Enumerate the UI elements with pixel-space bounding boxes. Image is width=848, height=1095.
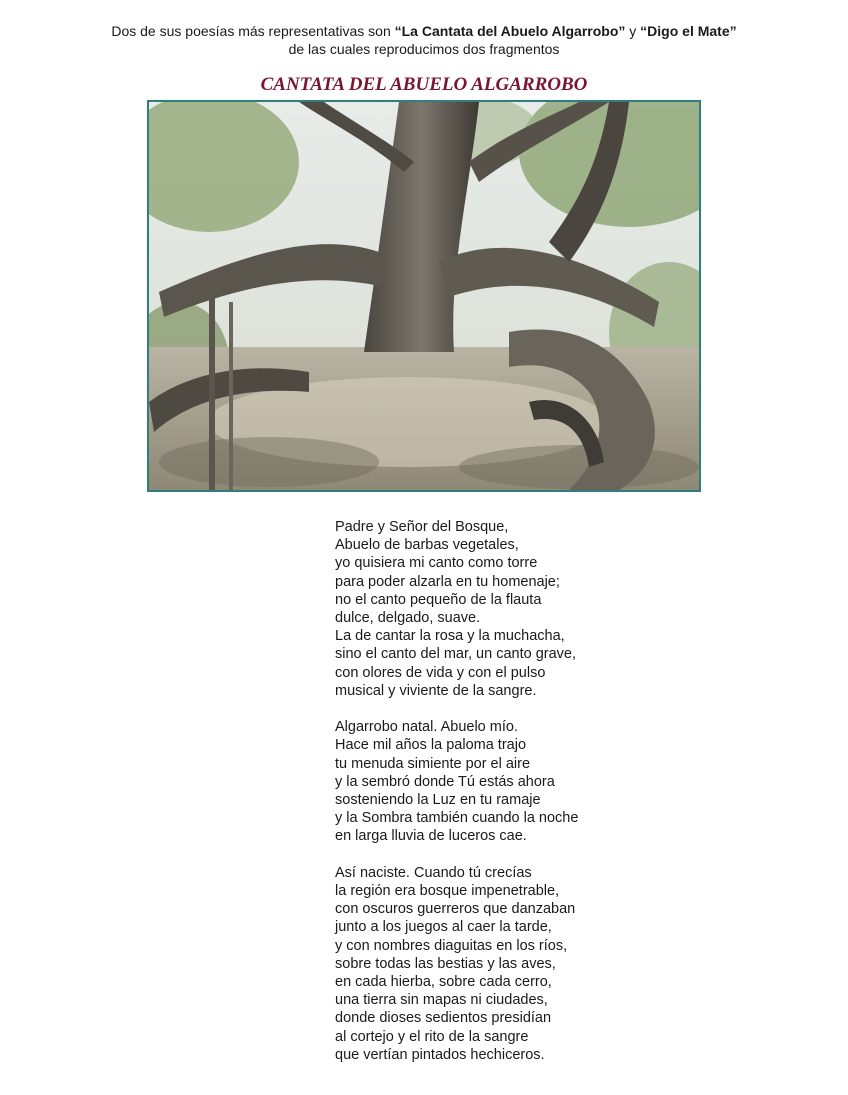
verse: una tierra sin mapas ni ciudades,: [335, 992, 548, 1009]
stanza-3: [335, 864, 755, 1064]
intro-text: [0, 22, 848, 58]
poem-body: [335, 518, 755, 1082]
verse: tu menuda simiente por el aire: [335, 755, 531, 772]
verse: con oscuros guerreros que danzaban: [335, 901, 576, 918]
verse: sosteniendo la Luz en tu ramaje: [335, 792, 541, 809]
verse: en larga lluvia de luceros cae.: [335, 828, 527, 845]
verse: Abuelo de barbas vegetales,: [335, 537, 519, 554]
intro-line-1: [0, 22, 848, 40]
verse: Algarrobo natal. Abuelo mío.: [335, 719, 518, 736]
verse: yo quisiera mi canto como torre: [335, 555, 538, 572]
verse: la región era bosque impenetrable,: [335, 883, 560, 900]
verse: musical y viviente de la sangre.: [335, 682, 537, 699]
stanza-2: [335, 718, 755, 845]
poem-title: CANTATA DEL ABUELO ALGARROBO: [260, 74, 588, 95]
verse: Así naciste. Cuando tú crecías: [335, 864, 532, 881]
intro-title-cantata: “La Cantata del Abuelo Algarrobo”: [394, 23, 626, 39]
verse: no el canto pequeño de la flauta: [335, 591, 542, 608]
verse: sobre todas las bestias y las aves,: [335, 955, 556, 972]
verse: Padre y Señor del Bosque,: [335, 519, 509, 535]
intro-prefix: Dos de sus poesías más representativas son: [111, 23, 395, 39]
verse: sino el canto del mar, un canto grave,: [335, 646, 577, 663]
algarrobo-tree-photo: [147, 100, 701, 492]
verse: que vertían pintados hechiceros.: [335, 1046, 545, 1063]
verse: Hace mil años la paloma trajo: [335, 737, 527, 754]
verse: donde dioses sedientos presidían: [335, 1010, 552, 1027]
intro-conjunction: y: [625, 23, 641, 39]
verse: y con nombres diaguitas en los ríos,: [335, 937, 568, 954]
verse: y la Sombra también cuando la noche: [335, 810, 579, 827]
intro-line-2: de las cuales reproducimos dos fragmentos: [288, 41, 560, 57]
verse: al cortejo y el rito de la sangre: [335, 1028, 529, 1045]
verse: en cada hierba, sobre cada cerro,: [335, 974, 552, 991]
verse: La de cantar la rosa y la muchacha,: [335, 628, 565, 645]
verse: y la sembró donde Tú estás ahora: [335, 773, 555, 790]
verse: con olores de vida y con el pulso: [335, 664, 546, 681]
stanza-1: [335, 518, 755, 700]
intro-title-mate: “Digo el Mate”: [640, 23, 737, 39]
verse: junto a los juegos al caer la tarde,: [335, 919, 552, 936]
verse: dulce, delgado, suave.: [335, 610, 481, 627]
verse: para poder alzarla en tu homenaje;: [335, 573, 560, 590]
